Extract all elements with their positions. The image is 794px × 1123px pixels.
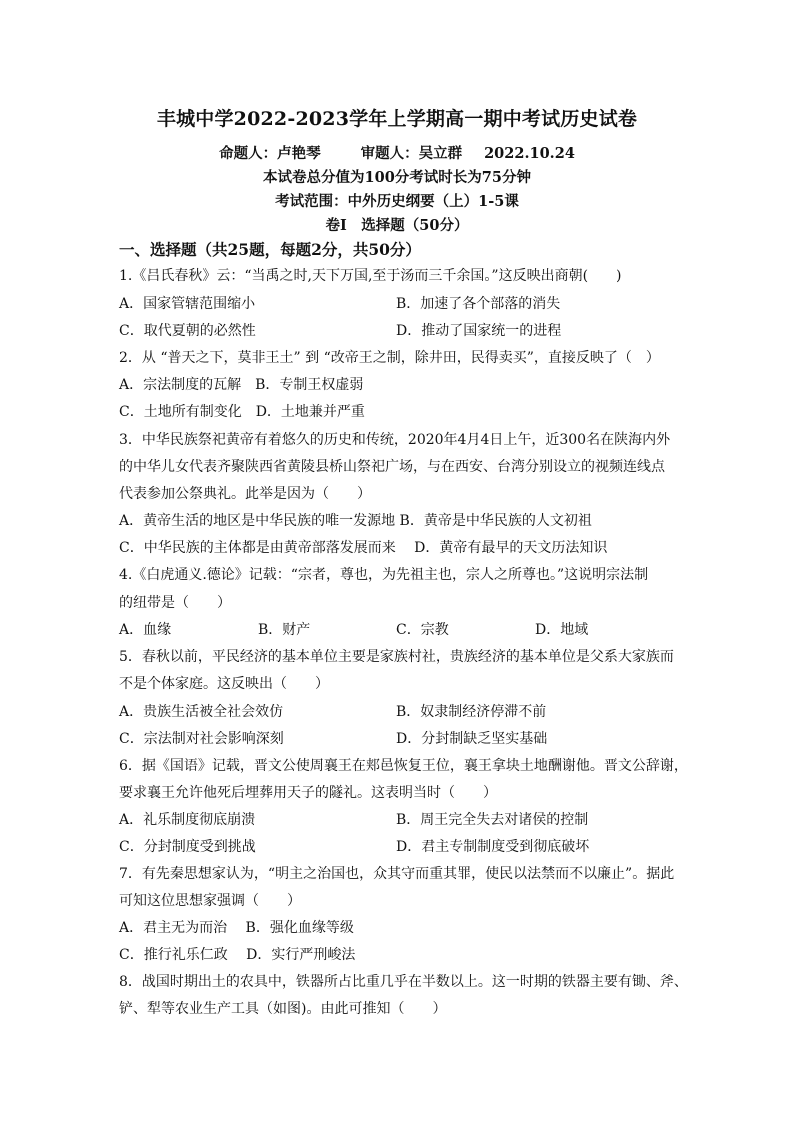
question-5-text-line2: 不是个体家庭。这反映出（ ） — [119, 676, 329, 692]
question-2-options-cd: C．土地所有制变化 D．土地兼并严重 — [119, 404, 365, 420]
question-1-option-b: B．加速了各个部落的消失 — [396, 296, 561, 312]
question-6-text-line1: 6．据《国语》记载，晋文公使周襄王在郏邑恢复王位，襄王拿块土地酬谢他。晋文公辞谢， — [119, 758, 688, 774]
question-reviewer: 审题人：吴立群 — [360, 145, 463, 162]
score-time-info: 本试卷总分值为100分考试时长为75分钟 — [263, 169, 531, 186]
question-4-text-line2: 的纽带是（ ） — [119, 595, 231, 611]
part-heading: 卷Ⅰ 选择题（50分） — [325, 217, 469, 234]
question-1-text: 1.《吕氏春秋》云：“当禹之时,天下万国,至于汤而三千余国。”这反映出商朝( ) — [119, 268, 622, 284]
exam-title: 丰城中学2022-2023学年上学期高一期中考试历史试卷 — [156, 108, 638, 130]
question-8-text-line2: 铲、犁等农业生产工具（如图)。由此可推知（ ） — [119, 1001, 447, 1017]
question-6-option-b: B．周王完全失去对诸侯的控制 — [396, 812, 589, 828]
question-4-option-b: B．财产 — [258, 622, 311, 638]
question-4-text-line1: 4.《白虎通义.德论》记载：“宗者，尊也，为先祖主也，宗人之所尊也。”这说明宗法制 — [119, 567, 649, 583]
question-1-option-a: A．国家管辖范围缩小 — [119, 296, 256, 312]
question-7-text-line1: 7．有先秦思想家认为，“明主之治国也，众其守而重其罪，使民以法禁而不以廉止”。据此 — [119, 866, 675, 882]
question-5-text-line1: 5．春秋以前，平民经济的基本单位主要是家族村社，贵族经济的基本单位是父系大家族而 — [119, 649, 674, 665]
question-6-text-line2: 要求襄王允许他死后埋葬用天子的隧礼。这表明当时（ ） — [119, 785, 497, 801]
question-5-option-a: A．贵族生活被全社会效仿 — [119, 704, 284, 720]
question-setter: 命题人：卢艳琴 — [219, 145, 321, 162]
question-3-text-line3: 代表参加公祭典礼。此举是因为（ ） — [119, 486, 371, 502]
question-1-option-c: C．取代夏朝的必然性 — [119, 323, 256, 339]
exam-date: 2022.10.24 — [484, 145, 575, 162]
question-7-text-line2: 可知这位思想家强调（ ） — [119, 893, 301, 909]
exam-staff-line — [0, 142, 794, 163]
question-6-option-c: C．分封制度受到挑战 — [119, 839, 256, 855]
question-5-option-c: C．宗法制对社会影响深刻 — [119, 731, 284, 747]
question-4-option-d: D．地域 — [535, 622, 589, 638]
exam-scope: 考试范围：中外历史纲要（上）1-5课 — [275, 193, 519, 210]
question-5-option-b: B．奴隶制经济停滞不前 — [396, 704, 547, 720]
question-7-options-ab: A．君主无为而治 B．强化血缘等级 — [119, 920, 354, 936]
question-8-text-line1: 8．战国时期出土的农具中，铁器所占比重几乎在半数以上。这一时期的铁器主要有锄、斧、 — [119, 974, 688, 990]
question-1-option-d: D．推动了国家统一的进程 — [396, 323, 562, 339]
question-3-text-line1: 3．中华民族祭祀黄帝有着悠久的历史和传统，2020年4月4日上午，近300名在陕海内外 — [119, 432, 671, 448]
question-4-option-a: A．血缘 — [119, 622, 172, 638]
question-6-option-d: D．君主专制制度受到彻底破坏 — [396, 839, 590, 855]
section-title: 一、选择题（共25题，每题2分，共50分） — [119, 240, 421, 259]
question-2-text: 2．从 “普天之下，莫非王土” 到 “改帝王之制，除井田，民得卖买”，直接反映了（ ） — [119, 350, 660, 366]
question-7-options-cd: C．推行礼乐仁政 D．实行严刑峻法 — [119, 947, 356, 963]
question-2-options-ab: A．宗法制度的瓦解 B．专制王权虚弱 — [119, 377, 364, 393]
question-3-text-line2: 的中华儿女代表齐聚陕西省黄陵县桥山祭祀广场，与在西安、台湾分别设立的视频连线点 — [119, 459, 665, 475]
question-5-option-d: D．分封制缺乏坚实基础 — [396, 731, 548, 747]
question-6-option-a: A．礼乐制度彻底崩溃 — [119, 812, 256, 828]
question-3-options-cd: C．中华民族的主体都是由黄帝部落发展而来 D．黄帝有最早的天文历法知识 — [119, 540, 608, 556]
question-3-options-ab: A．黄帝生活的地区是中华民族的唯一发源地 B．黄帝是中华民族的人文初祖 — [119, 513, 592, 529]
question-4-option-c: C．宗教 — [396, 622, 449, 638]
